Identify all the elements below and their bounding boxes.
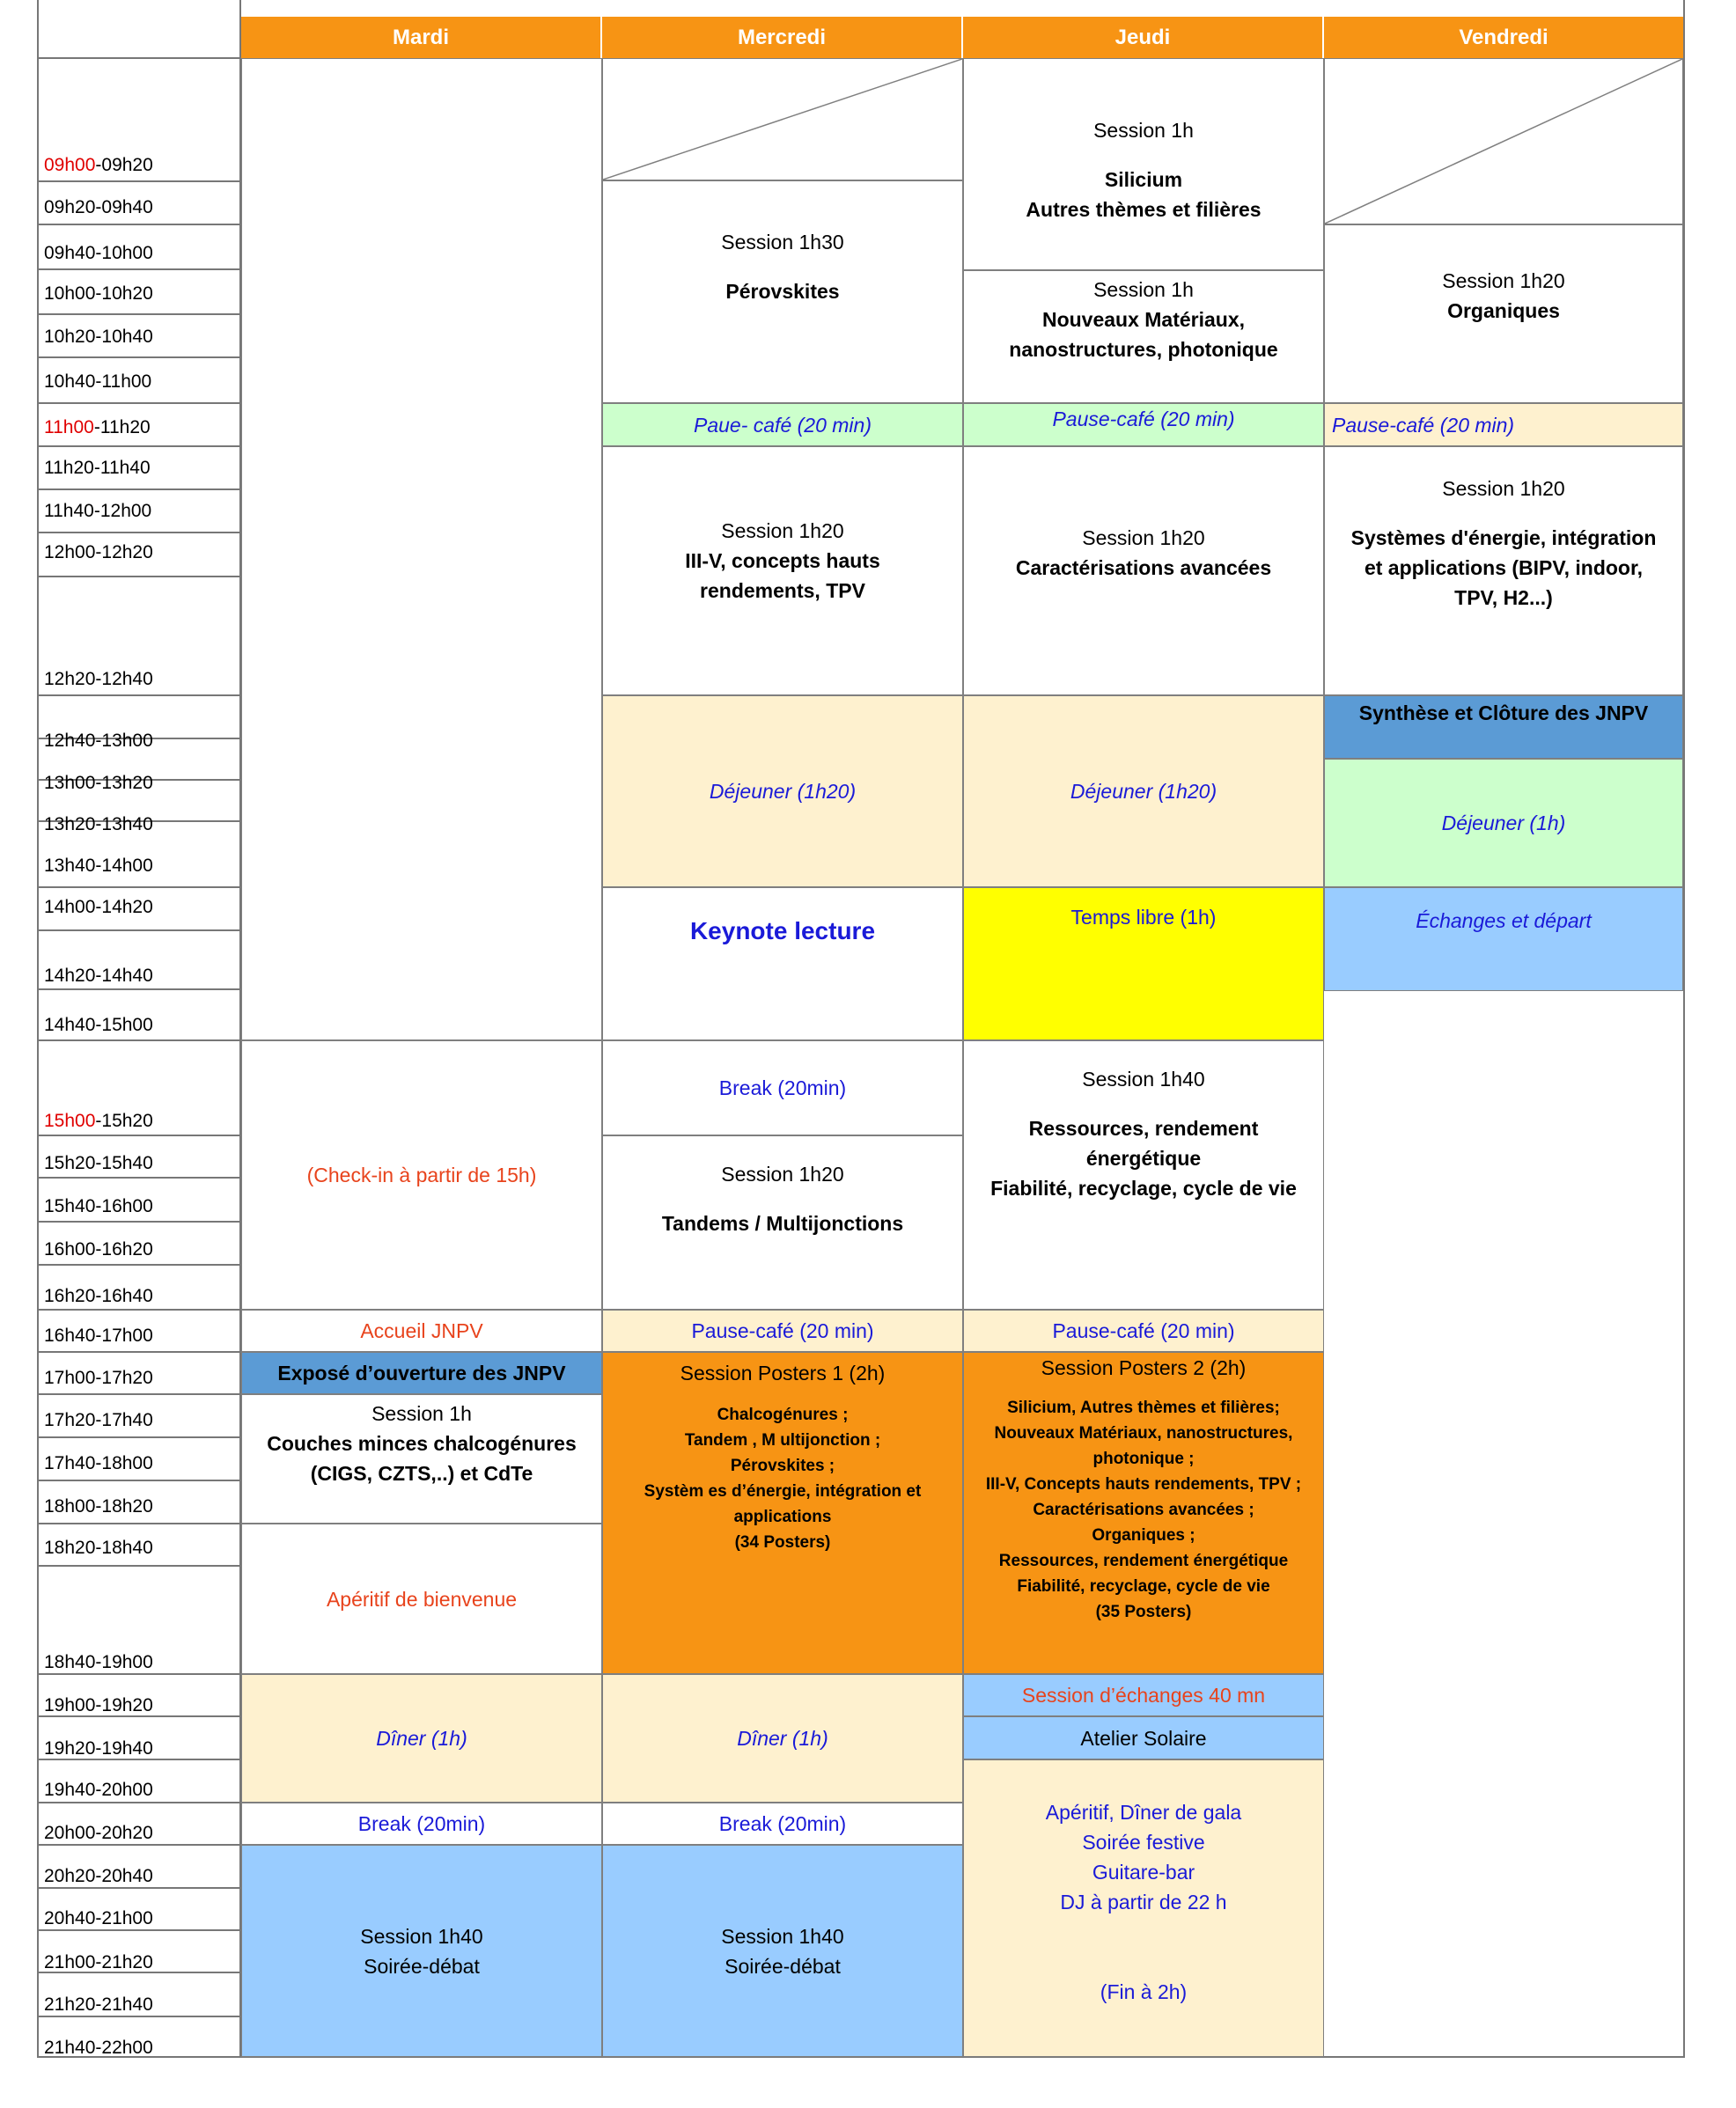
time-row-line: [39, 402, 241, 404]
vendredi-session-systemes: [1324, 446, 1683, 695]
time-slot-start: 19h00-19h20: [44, 1695, 153, 1715]
time-slot-label: [44, 501, 151, 522]
time-row-line: [39, 1436, 241, 1438]
time-slot-start: 13h20-13h40: [44, 814, 153, 834]
mardi-aperitif: Apéritif de bienvenue: [241, 1524, 602, 1674]
time-row-line: [39, 1135, 241, 1136]
time-slot-label: [44, 669, 153, 690]
mercredi-session-soiree-debat: [602, 1845, 963, 2057]
time-slot-label: [44, 856, 153, 877]
vendredi-echanges-depart: Échanges et départ: [1324, 887, 1683, 991]
time-slot-start: 18h20-18h40: [44, 1538, 153, 1558]
time-slot-label: [44, 1952, 153, 1973]
vendredi-synthese-cloture: Synthèse et Clôture des JNPV: [1324, 695, 1683, 759]
time-slot-label: [44, 1652, 153, 1673]
mardi-couches-body-1: Couches minces chalcogénures: [267, 1432, 577, 1455]
time-row-line: [39, 1929, 241, 1931]
jeudi-posters-line: (35 Posters): [1095, 1603, 1192, 1621]
mercredi-posters-line: applications: [733, 1508, 832, 1526]
time-slot-start: 09h40-10h00: [44, 243, 153, 263]
time-slot-start: 14h20-14h40: [44, 966, 153, 986]
time-slot-label: [44, 1780, 153, 1801]
vendredi-syst-title: Session 1h20: [1442, 477, 1565, 500]
jeudi-posters-line: Ressources, rendement énergétique: [998, 1552, 1289, 1570]
time-row-line: [39, 268, 241, 270]
time-slot-start: 10h00-10h20: [44, 283, 153, 304]
time-slot-start: 13h40-14h00: [44, 856, 153, 876]
jeudi-nano-body-1: Nouveaux Matériaux,: [1041, 308, 1246, 331]
mardi-debat-sub: Soirée-débat: [364, 1954, 480, 1978]
time-slot-label: [44, 1823, 153, 1844]
jeudi-ress-body-3: Fiabilité, recyclage, cycle de vie: [990, 1177, 1297, 1200]
time-slot-start: 19h40-20h00: [44, 1780, 153, 1800]
vendredi-pause-cafe: Pause-café (20 min): [1324, 403, 1683, 446]
jeudi-posters-line: Nouveaux Matériaux, nanostructures,: [994, 1424, 1293, 1443]
jeudi-carac-title: Session 1h20: [1082, 526, 1205, 549]
jeudi-posters-line: Silicium, Autres thèmes et filières;: [1007, 1399, 1280, 1417]
time-row-line: [39, 1844, 241, 1846]
mercredi-debat-title: Session 1h40: [721, 1924, 844, 1948]
time-slot-label: [44, 1286, 153, 1307]
time-slot-start: 17h00-17h20: [44, 1368, 153, 1388]
jeudi-ress-title: Session 1h40: [1082, 1068, 1205, 1091]
diagonal-line-icon: [603, 59, 962, 180]
mercredi-perov-title: Session 1h30: [721, 231, 844, 253]
time-slot-start: 20h00-20h20: [44, 1823, 153, 1843]
mardi-session-soiree-debat: [241, 1845, 602, 2057]
jeudi-posters-line: photonique ;: [1092, 1450, 1195, 1468]
time-slot-start: 12h20-12h40: [44, 669, 153, 689]
jeudi-posters-line: Organiques ;: [1092, 1526, 1195, 1545]
mercredi-perov-body: Pérovskites: [725, 280, 840, 303]
time-row-line: [39, 532, 241, 533]
time-row-line: [39, 1673, 241, 1675]
mercredi-tandem-body: Tandems / Multijonctions: [661, 1212, 904, 1235]
vendredi-syst-body-3: TPV, H2...): [1454, 586, 1553, 609]
time-slot-label: [44, 1153, 153, 1174]
time-slot-start: 13h00-13h20: [44, 773, 153, 793]
jeudi-gala-3: Guitare-bar: [1092, 1861, 1195, 1884]
time-slot-label: [44, 1453, 153, 1474]
time-slot-label: [44, 1196, 153, 1217]
jeudi-session-echanges: Session d’échanges 40 mn: [963, 1674, 1324, 1716]
time-slot-label: [44, 1239, 153, 1260]
time-row-line: [39, 1177, 241, 1179]
mercredi-session-iii-v: [602, 446, 963, 695]
time-slot-label: [44, 1326, 153, 1347]
jeudi-posters-title: Session Posters 2 (2h): [1041, 1356, 1247, 1379]
jeudi-gala-4: DJ à partir de 22 h: [1060, 1891, 1227, 1913]
mercredi-posters-line: Pérovskites ;: [730, 1457, 835, 1475]
vendredi-dejeuner: Déjeuner (1h): [1324, 759, 1683, 887]
time-slot-start: 10h20-10h40: [44, 327, 153, 347]
time-row-line: [39, 57, 241, 59]
mercredi-posters-line: (34 Posters): [734, 1533, 831, 1552]
time-slot-start: 21h00-21h20: [44, 1952, 153, 1972]
vendredi-session-organiques: [1324, 224, 1683, 403]
jeudi-dejeuner: Déjeuner (1h20): [963, 695, 1324, 887]
mercredi-posters-title: Session Posters 1 (2h): [680, 1362, 886, 1385]
mercredi-no-session-diagonal: [602, 58, 963, 180]
jeudi-session-nouveaux-materiaux: [963, 270, 1324, 403]
time-slot-start: 11h40-12h00: [44, 501, 152, 521]
day-header-vendredi: Vendredi: [1324, 17, 1683, 58]
time-slot-label: [44, 458, 151, 479]
time-slot-start: 20h40-21h00: [44, 1908, 153, 1928]
jeudi-session-ressources: [963, 1040, 1324, 1310]
mercredi-break-soir: Break (20min): [602, 1803, 963, 1845]
time-slot-label: [44, 731, 153, 752]
mercredi-iiiv-body-1: III-V, concepts hauts: [685, 549, 880, 572]
time-slot-label: [44, 773, 153, 794]
vendredi-org-body: Organiques: [1447, 299, 1560, 322]
time-slot-start: 19h20-19h40: [44, 1738, 153, 1759]
mercredi-dejeuner: Déjeuner (1h20): [602, 695, 963, 887]
mardi-expose-ouverture: Exposé d’ouverture des JNPV: [241, 1352, 602, 1394]
jeudi-sil-body-2: Autres thèmes et filières: [1026, 198, 1262, 221]
time-row-line: [39, 1351, 241, 1353]
time-row-line: [39, 1887, 241, 1889]
time-slot-start: 16h20-16h40: [44, 1286, 153, 1306]
jeudi-posters-line: Caractérisations avancées ;: [1033, 1501, 1254, 1519]
frame-right: [1683, 0, 1685, 2057]
time-slot-start: 15h20-15h40: [44, 1153, 153, 1173]
mercredi-session-perovskites: [602, 180, 963, 403]
time-slot-label: [44, 1368, 153, 1389]
time-slot-start: 12h00-12h20: [44, 542, 153, 562]
time-row-line: [39, 180, 241, 182]
time-slot-start: 14h40-15h00: [44, 1015, 153, 1035]
vendredi-syst-body-1: Systèmes d'énergie, intégration: [1350, 526, 1657, 549]
time-row-line: [39, 2016, 241, 2017]
time-slot-start: 12h40-13h00: [44, 731, 153, 751]
time-slot-start: 11h20-11h40: [44, 458, 151, 478]
mercredi-session-posters-1: [602, 1352, 963, 1674]
time-row-line: [39, 356, 241, 358]
time-slot-start: 16h40-17h00: [44, 1326, 153, 1346]
mardi-session-couches-minces: [241, 1394, 602, 1524]
time-slot-start: 17h40-18h00: [44, 1453, 153, 1473]
time-row-line: [39, 929, 241, 931]
time-slot-label: [44, 1908, 153, 1929]
time-slot-start: 17h20-17h40: [44, 1410, 153, 1430]
vendredi-syst-body-2: et applications (BIPV, indoor,: [1364, 556, 1644, 579]
jeudi-sil-body-1: Silicium: [1104, 168, 1183, 191]
vendredi-org-title: Session 1h20: [1442, 269, 1565, 292]
time-slot-start: 18h00-18h20: [44, 1496, 153, 1517]
mercredi-tandem-title: Session 1h20: [721, 1163, 844, 1186]
mercredi-session-tandems: [602, 1135, 963, 1310]
time-row-line: [39, 224, 241, 225]
time-row-line: [39, 1221, 241, 1223]
time-row-line: [39, 576, 241, 577]
time-slot-start: 21h20-21h40: [44, 1994, 153, 2015]
time-row-line: [39, 988, 241, 990]
time-slot-start: 15h40-16h00: [44, 1196, 153, 1216]
day-header-jeudi: Jeudi: [963, 17, 1324, 58]
mercredi-diner: Dîner (1h): [602, 1674, 963, 1803]
time-slot-start: 16h00-16h20: [44, 1239, 153, 1260]
time-slot-start: 09h00: [44, 155, 96, 175]
jeudi-gala-5: (Fin à 2h): [1100, 1980, 1188, 2003]
jeudi-session-caracterisations: [963, 446, 1324, 695]
jeudi-nano-title: Session 1h: [1093, 278, 1194, 301]
time-slot-end: -15h20: [95, 1111, 153, 1131]
mercredi-keynote-lecture: Keynote lecture: [602, 887, 963, 1040]
jeudi-session-silicium: [963, 58, 1324, 270]
time-slot-label: [44, 243, 153, 264]
mardi-couches-body-2: (CIGS, CZTS,..) et CdTe: [310, 1462, 533, 1485]
time-slot-label: [44, 327, 153, 348]
time-slot-label: [44, 1538, 153, 1559]
jeudi-posters-line: Fiabilité, recyclage, cycle de vie: [1017, 1577, 1270, 1596]
time-row-line: [39, 1565, 241, 1567]
mercredi-debat-sub: Soirée-débat: [725, 1954, 841, 1978]
jeudi-sil-title: Session 1h: [1093, 119, 1194, 142]
time-slot-label: [44, 1695, 153, 1716]
time-row-line: [39, 1802, 241, 1803]
jeudi-ress-body-1: Ressources, rendement: [1028, 1117, 1259, 1140]
time-row-line: [39, 886, 241, 888]
jeudi-temps-libre: Temps libre (1h): [963, 887, 1324, 1040]
mercredi-pause-cafe-soir: Pause-café (20 min): [602, 1310, 963, 1352]
diagonal-line-icon: [1325, 59, 1682, 224]
time-row-line: [39, 445, 241, 447]
mercredi-pause-cafe-matin: Paue- café (20 min): [602, 403, 963, 446]
time-row-line: [39, 1264, 241, 1266]
time-slot-start: 11h00: [44, 417, 94, 437]
time-slot-label: [44, 1738, 153, 1759]
jeudi-session-posters-2: [963, 1352, 1324, 1674]
jeudi-posters-line: III-V, Concepts hauts rendements, TPV ;: [985, 1475, 1302, 1494]
mardi-diner: Dîner (1h): [241, 1674, 602, 1803]
mardi-debat-title: Session 1h40: [360, 1924, 483, 1948]
jeudi-carac-body: Caractérisations avancées: [1015, 556, 1272, 579]
time-row-line: [39, 1309, 241, 1311]
time-slot-label: [44, 814, 153, 835]
mercredi-posters-line: Systèm es d’énergie, intégration et: [644, 1482, 922, 1501]
time-slot-label: [44, 897, 153, 918]
day-header-mercredi: Mercredi: [602, 17, 963, 58]
jeudi-ress-body-2: énergétique: [1085, 1147, 1202, 1170]
time-row-line: [39, 488, 241, 490]
mercredi-break-apres-midi: Break (20min): [602, 1040, 963, 1135]
mercredi-iiiv-body-2: rendements, TPV: [700, 579, 865, 602]
time-slot-label: [44, 197, 153, 218]
mercredi-posters-line: Chalcogénures ;: [717, 1406, 849, 1424]
mercredi-posters-line: Tandem , M ultijonction ;: [684, 1431, 881, 1450]
jeudi-nano-body-2: nanostructures, photonique: [1009, 338, 1278, 361]
mardi-empty-morning: [241, 58, 602, 1040]
vendredi-no-session-diagonal: [1324, 58, 1683, 224]
time-row-line: [39, 1393, 241, 1395]
time-slot-label: [44, 966, 153, 987]
mardi-accueil: Accueil JNPV: [241, 1310, 602, 1352]
time-slot-label: [44, 1994, 153, 2016]
time-slot-start: 18h40-19h00: [44, 1652, 153, 1672]
time-slot-label: [44, 371, 151, 393]
time-slot-label: [44, 1410, 153, 1431]
time-row-line: [39, 1039, 241, 1041]
time-slot-start: 14h00-14h20: [44, 897, 153, 917]
mercredi-iiiv-title: Session 1h20: [721, 519, 844, 542]
time-slot-start: 20h20-20h40: [44, 1866, 153, 1886]
mardi-couches-title: Session 1h: [371, 1402, 472, 1425]
time-slot-label: [44, 1496, 153, 1517]
time-slot-label: [44, 283, 153, 305]
time-slot-start: 15h00: [44, 1111, 96, 1131]
jeudi-atelier-solaire: Atelier Solaire: [963, 1716, 1324, 1759]
jeudi-pause-cafe-soir: Pause-café (20 min): [963, 1310, 1324, 1352]
jeudi-gala-2: Soirée festive: [1082, 1831, 1205, 1854]
time-row-line: [39, 313, 241, 315]
time-row-line: [39, 1523, 241, 1524]
time-slot-label: [44, 542, 153, 563]
time-slot-label: [44, 417, 151, 438]
jeudi-pause-cafe-matin: Pause-café (20 min): [963, 403, 1324, 446]
time-slot-start: 09h20-09h40: [44, 197, 153, 217]
time-slot-label: [44, 155, 153, 176]
time-row-line: [39, 1480, 241, 1481]
mardi-break: Break (20min): [241, 1803, 602, 1845]
time-row-line: [39, 694, 241, 696]
time-slot-start: 21h40-22h00: [44, 2038, 153, 2058]
jeudi-gala-1: Apéritif, Dîner de gala: [1045, 1801, 1242, 1824]
time-slot-label: [44, 1015, 153, 1036]
time-slot-label: [44, 2038, 153, 2059]
time-slot-label: [44, 1111, 153, 1132]
time-slot-end: -09h20: [95, 155, 153, 175]
frame-left: [37, 0, 39, 2057]
jeudi-soiree-gala: [963, 1759, 1324, 2057]
time-slot-start: 10h40-11h00: [44, 371, 152, 392]
day-header-mardi: Mardi: [241, 17, 602, 58]
mardi-checkin: (Check-in à partir de 15h): [241, 1040, 602, 1310]
time-slot-end: -11h20: [93, 417, 151, 437]
time-slot-label: [44, 1866, 153, 1887]
